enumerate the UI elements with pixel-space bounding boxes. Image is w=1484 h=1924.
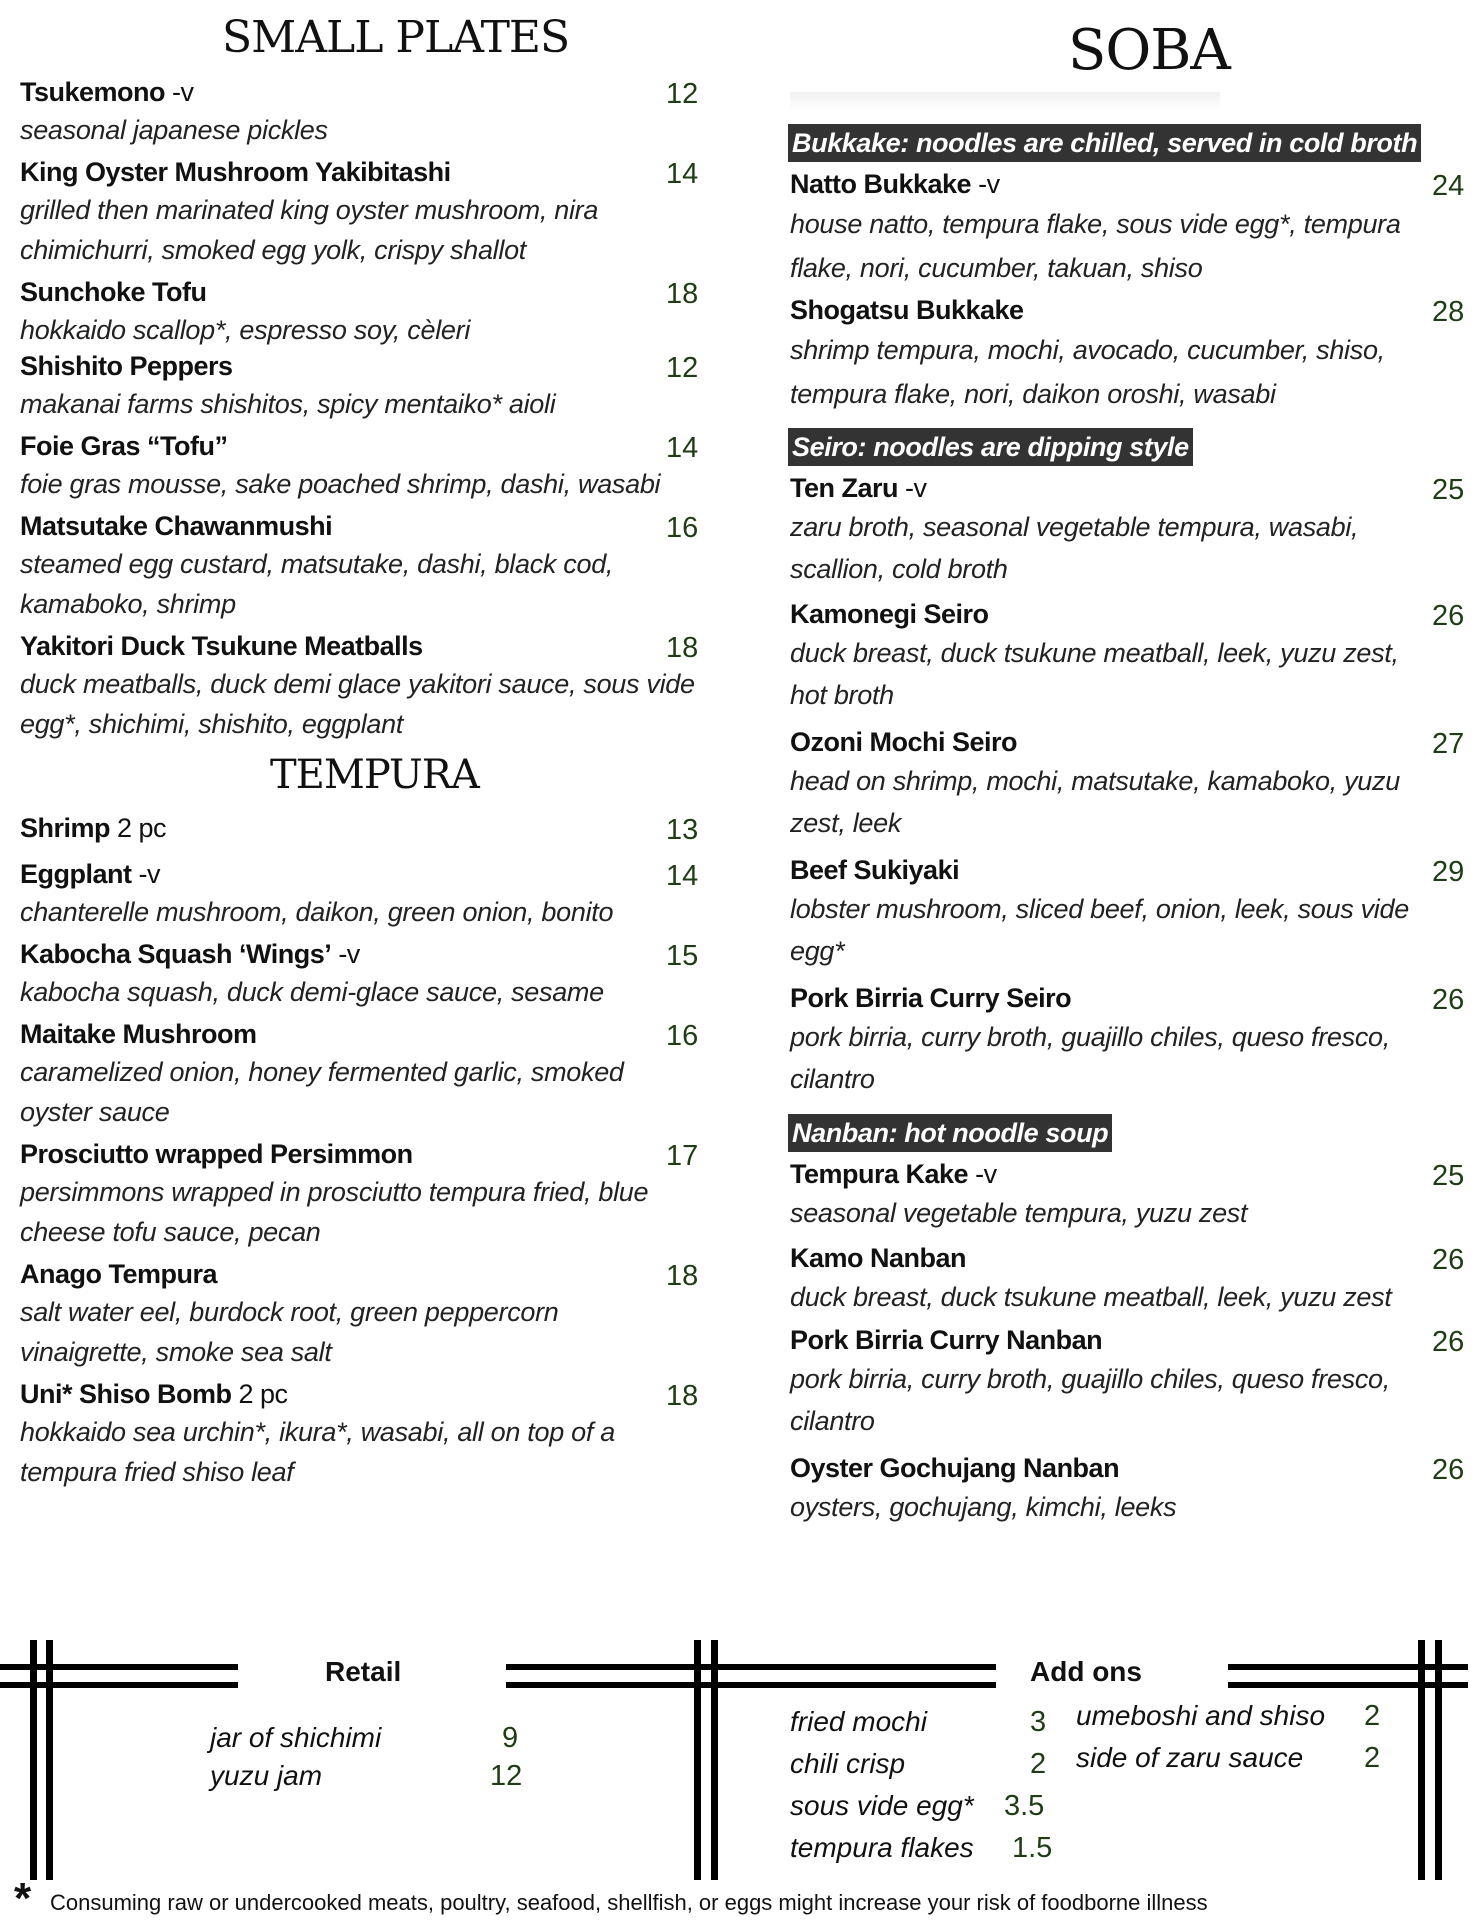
item-name: Foie Gras “Tofu” xyxy=(20,431,228,461)
item-name: Pork Birria Curry Nanban xyxy=(790,1325,1103,1355)
item-description: oysters, gochujang, kimchi, leeks xyxy=(790,1492,1177,1522)
item-description: pork birria, curry broth, guajillo chiles, queso fresco, xyxy=(790,1022,1390,1052)
small-plates-title: SMALL PLATES xyxy=(222,12,570,63)
retail-heading: Retail xyxy=(325,1656,402,1687)
item-description: kabocha squash, duck demi-glace sauce, sesame xyxy=(20,977,604,1007)
item-description: makanai farms shishitos, spicy mentaiko* aioli xyxy=(20,389,556,419)
item-description: oyster sauce xyxy=(20,1097,170,1127)
item-description: duck breast, duck tsukune meatball, leek, yuzu zest xyxy=(790,1282,1392,1312)
divider-line xyxy=(1435,1640,1442,1880)
item-name: Prosciutto wrapped Persimmon xyxy=(20,1139,413,1169)
item-name: Shishito Peppers xyxy=(20,351,233,381)
divider-line xyxy=(1228,1664,1468,1670)
menu-item xyxy=(20,348,700,424)
item-name: Ozoni Mochi Seiro xyxy=(790,727,1018,757)
item-suffix: -v xyxy=(131,859,160,889)
item-name: Pork Birria Curry Seiro xyxy=(790,983,1072,1013)
item-price: 25 xyxy=(1432,1160,1465,1192)
item-description: tempura fried shiso leaf xyxy=(20,1457,294,1487)
item-name: Anago Tempura xyxy=(20,1259,218,1289)
item-description: salt water eel, burdock root, green peppercorn xyxy=(20,1297,559,1327)
item-description: hot broth xyxy=(790,680,894,710)
menu-item xyxy=(20,628,700,744)
seiro-banner: Seiro: noodles are dipping style xyxy=(788,428,1193,466)
item-suffix: -v xyxy=(165,77,194,107)
menu-item xyxy=(20,856,700,932)
item-description: duck meatballs, duck demi glace yakitori sauce, sous vide xyxy=(20,669,695,699)
item-name: Tempura Kake xyxy=(790,1159,969,1189)
item-description: hokkaido sea urchin*, ikura*, wasabi, all on top of a xyxy=(20,1417,615,1447)
item-name: Beef Sukiyaki xyxy=(790,855,960,885)
item-description: cilantro xyxy=(790,1406,875,1436)
allergy-disclaimer: Consuming raw or undercooked meats, poultry, seafood, shellfish, or eggs might increase your risk of foodborne illness xyxy=(50,1890,1208,1915)
menu-item xyxy=(20,508,700,624)
item-price: 14 xyxy=(666,860,699,892)
item-price: 25 xyxy=(1432,474,1465,506)
item-description: kamaboko, shrimp xyxy=(20,589,236,619)
item-description: duck breast, duck tsukune meatball, leek, yuzu zest, xyxy=(790,638,1399,668)
item-name: Yakitori Duck Tsukune Meatballs xyxy=(20,631,423,661)
addon-price: 2 xyxy=(1364,1742,1381,1774)
item-price: 18 xyxy=(666,1380,699,1412)
item-description: flake, nori, cucumber, takuan, shiso xyxy=(790,253,1203,283)
retail-item: yuzu jam xyxy=(210,1760,323,1791)
divider-line xyxy=(1228,1682,1468,1688)
title-shadow xyxy=(790,92,1220,110)
item-price: 14 xyxy=(666,432,699,464)
addon-item: fried mochi xyxy=(790,1706,927,1737)
item-price: 15 xyxy=(666,940,699,972)
menu-item xyxy=(20,74,700,150)
item-price: 26 xyxy=(1432,600,1465,632)
menu-item xyxy=(20,936,700,1012)
divider-line xyxy=(0,1682,238,1688)
item-price: 28 xyxy=(1432,296,1465,328)
item-suffix: -v xyxy=(968,1159,997,1189)
item-suffix: -v xyxy=(898,473,927,503)
item-price: 24 xyxy=(1432,170,1465,202)
divider-line xyxy=(711,1640,718,1880)
item-name: Ten Zaru xyxy=(790,473,899,503)
retail-price: 9 xyxy=(502,1722,519,1754)
item-suffix: 2 pc xyxy=(110,813,167,843)
item-name: Shrimp xyxy=(20,813,111,843)
menu-item xyxy=(20,154,700,270)
addon-item: umeboshi and shiso xyxy=(1076,1700,1326,1731)
menu-item xyxy=(790,724,1480,844)
item-description: lobster mushroom, sliced beef, onion, leek, sous vide xyxy=(790,894,1409,924)
item-description: persimmons wrapped in prosciutto tempura fried, blue xyxy=(20,1177,649,1207)
addon-price: 2 xyxy=(1030,1748,1047,1780)
item-description: grilled then marinated king oyster mushroom, nira xyxy=(20,195,599,225)
divider-line xyxy=(46,1640,53,1880)
item-name: King Oyster Mushroom Yakibitashi xyxy=(20,157,451,187)
item-price: 29 xyxy=(1432,856,1465,888)
menu-item xyxy=(790,852,1480,972)
item-suffix: -v xyxy=(331,939,360,969)
item-price: 26 xyxy=(1432,1454,1465,1486)
item-price: 16 xyxy=(666,512,699,544)
item-description: steamed egg custard, matsutake, dashi, black cod, xyxy=(20,549,614,579)
addon-item: sous vide egg* xyxy=(790,1790,974,1821)
divider-line xyxy=(30,1640,37,1880)
item-name: Matsutake Chawanmushi xyxy=(20,511,333,541)
addon-price: 1.5 xyxy=(1012,1832,1053,1864)
item-price: 26 xyxy=(1432,984,1465,1016)
item-suffix: -v xyxy=(971,169,1000,199)
addons-heading: Add ons xyxy=(1030,1656,1142,1687)
item-description: cheese tofu sauce, pecan xyxy=(20,1217,321,1247)
menu-item xyxy=(790,1322,1480,1442)
item-price: 12 xyxy=(666,78,699,110)
item-description: seasonal vegetable tempura, yuzu zest xyxy=(790,1198,1248,1228)
menu-item xyxy=(20,1256,700,1372)
menu-item xyxy=(790,596,1480,716)
item-description: seasonal japanese pickles xyxy=(20,115,328,145)
item-price: 13 xyxy=(666,814,699,846)
item-name: Maitake Mushroom xyxy=(20,1019,257,1049)
item-price: 12 xyxy=(666,352,699,384)
item-name: Oyster Gochujang Nanban xyxy=(790,1453,1120,1483)
item-price: 14 xyxy=(666,158,699,190)
nanban-banner: Nanban: hot noodle soup xyxy=(788,1114,1112,1152)
item-description: hokkaido scallop*, espresso soy, cèleri xyxy=(20,315,471,345)
item-description: tempura flake, nori, daikon oroshi, wasabi xyxy=(790,379,1276,409)
tempura-title: TEMPURA xyxy=(270,752,479,798)
item-price: 17 xyxy=(666,1140,699,1172)
addon-price: 3 xyxy=(1030,1706,1047,1738)
soba-title: SOBA xyxy=(1068,18,1230,83)
item-price: 26 xyxy=(1432,1326,1465,1358)
divider-line xyxy=(506,1664,996,1670)
addon-item: side of zaru sauce xyxy=(1076,1742,1304,1773)
menu-item xyxy=(20,1136,700,1252)
item-name: Natto Bukkake xyxy=(790,169,972,199)
item-name: Kamo Nanban xyxy=(790,1243,967,1273)
item-description: egg*, shichimi, shishito, eggplant xyxy=(20,709,404,739)
item-description: house natto, tempura flake, sous vide egg*, tempura xyxy=(790,209,1401,239)
menu-item xyxy=(20,1376,700,1492)
item-price: 16 xyxy=(666,1020,699,1052)
retail-price: 12 xyxy=(490,1760,523,1792)
item-description: zest, leek xyxy=(790,808,902,838)
item-price: 18 xyxy=(666,632,699,664)
addon-item: chili crisp xyxy=(790,1748,906,1779)
item-name: Kamonegi Seiro xyxy=(790,599,989,629)
item-price: 18 xyxy=(666,278,699,310)
menu-item xyxy=(20,810,700,846)
menu-item xyxy=(790,292,1480,416)
addon-item: tempura flakes xyxy=(790,1832,974,1863)
retail-item: jar of shichimi xyxy=(210,1722,382,1753)
item-description: egg* xyxy=(790,936,845,966)
item-description: zaru broth, seasonal vegetable tempura, wasabi, xyxy=(790,512,1359,542)
menu-item xyxy=(790,1450,1480,1528)
bukkake-banner: Bukkake: noodles are chilled, served in cold broth xyxy=(788,124,1421,162)
item-description: foie gras mousse, sake poached shrimp, dashi, wasabi xyxy=(20,469,661,499)
menu-item xyxy=(790,470,1480,590)
divider-line xyxy=(0,1664,238,1670)
addon-price: 2 xyxy=(1364,1700,1381,1732)
menu-item xyxy=(20,1016,700,1132)
item-name: Kabocha Squash ‘Wings’ xyxy=(20,939,332,969)
asterisk-mark: * xyxy=(14,1874,32,1923)
menu-item xyxy=(20,428,700,504)
divider-line xyxy=(694,1640,701,1880)
item-price: 27 xyxy=(1432,728,1465,760)
addon-price: 3.5 xyxy=(1004,1790,1045,1822)
item-description: cilantro xyxy=(790,1064,875,1094)
divider-line xyxy=(1418,1640,1425,1880)
item-description: chimichurri, smoked egg yolk, crispy shallot xyxy=(20,235,526,265)
item-price: 18 xyxy=(666,1260,699,1292)
item-name: Eggplant xyxy=(20,859,132,889)
item-name: Sunchoke Tofu xyxy=(20,277,207,307)
item-description: head on shrimp, mochi, matsutake, kamaboko, yuzu xyxy=(790,766,1400,796)
menu-item xyxy=(790,1240,1480,1318)
item-description: vinaigrette, smoke sea salt xyxy=(20,1337,332,1367)
menu-item xyxy=(790,166,1480,290)
item-suffix: 2 pc xyxy=(231,1379,288,1409)
item-description: pork birria, curry broth, guajillo chiles, queso fresco, xyxy=(790,1364,1390,1394)
item-description: shrimp tempura, mochi, avocado, cucumber, shiso, xyxy=(790,335,1385,365)
menu-item xyxy=(790,980,1480,1100)
item-name: Shogatsu Bukkake xyxy=(790,295,1024,325)
item-price: 26 xyxy=(1432,1244,1465,1276)
divider-line xyxy=(506,1682,996,1688)
item-name: Tsukemono xyxy=(20,77,166,107)
item-description: scallion, cold broth xyxy=(790,554,1008,584)
item-description: caramelized onion, honey fermented garlic, smoked xyxy=(20,1057,624,1087)
item-name: Uni* Shiso Bomb xyxy=(20,1379,232,1409)
item-description: chanterelle mushroom, daikon, green onion, bonito xyxy=(20,897,614,927)
menu-item xyxy=(790,1156,1480,1234)
menu-item xyxy=(20,274,700,350)
